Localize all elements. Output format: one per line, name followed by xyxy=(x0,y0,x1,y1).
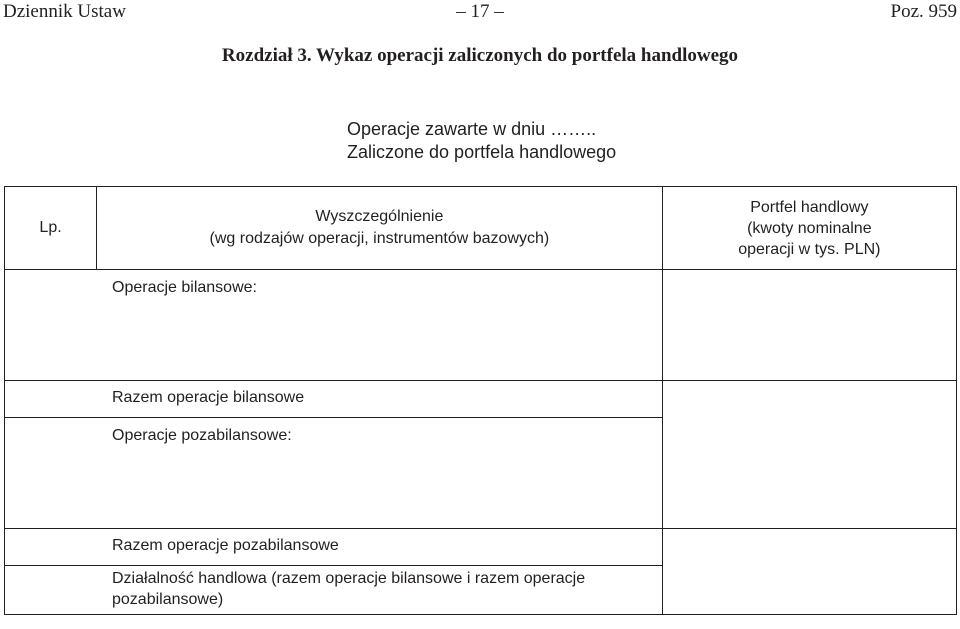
off-balance-total-value[interactable] xyxy=(662,529,956,615)
value-header xyxy=(662,187,956,270)
trading-activity-label-line1: Działalność handlowa (razem operacje bilansowe i razem operacje xyxy=(112,570,586,587)
description-header-subtitle: (wg rodzajów operacji, instrumentów bazowych) xyxy=(209,230,550,247)
trading-activity-label-line2: pozabilansowe) xyxy=(112,591,224,608)
description-header xyxy=(97,187,663,270)
balance-total-label: Razem operacje bilansowe xyxy=(5,381,663,418)
chapter-title: Rozdział 3. Wykaz operacji zaliczonych do portfela handlowego xyxy=(221,45,739,66)
trading-portfolio-table xyxy=(4,186,957,615)
operations-date-line: Operacje zawarte w dniu …….. xyxy=(347,119,597,139)
balance-operations-value[interactable] xyxy=(662,270,956,381)
description-header-title: Wyszczególnienie xyxy=(315,208,444,225)
table-row xyxy=(5,529,957,566)
table-header-row xyxy=(5,187,957,270)
off-balance-operations-label: Operacje pozabilansowe: xyxy=(5,418,663,529)
lp-header-label: Lp. xyxy=(39,219,62,236)
table-row xyxy=(5,270,957,381)
position-number: Poz. 959 xyxy=(890,1,957,22)
value-header-unit-2: operacji w tys. PLN) xyxy=(738,240,881,258)
trading-portfolio-line: Zaliczone do portfela handlowego xyxy=(347,142,617,162)
value-header-unit-1: (kwoty nominalne xyxy=(747,219,872,237)
balance-total-value[interactable] xyxy=(662,381,956,529)
balance-operations-label: Operacje bilansowe: xyxy=(5,270,663,381)
lp-header xyxy=(5,187,97,270)
page-number: – 17 – xyxy=(456,1,504,22)
journal-name: Dziennik Ustaw xyxy=(3,1,126,22)
off-balance-total-label: Razem operacje pozabilansowe xyxy=(5,529,663,566)
value-header-title: Portfel handlowy xyxy=(750,198,869,216)
table-row xyxy=(5,381,957,418)
trading-activity-label xyxy=(5,566,663,615)
